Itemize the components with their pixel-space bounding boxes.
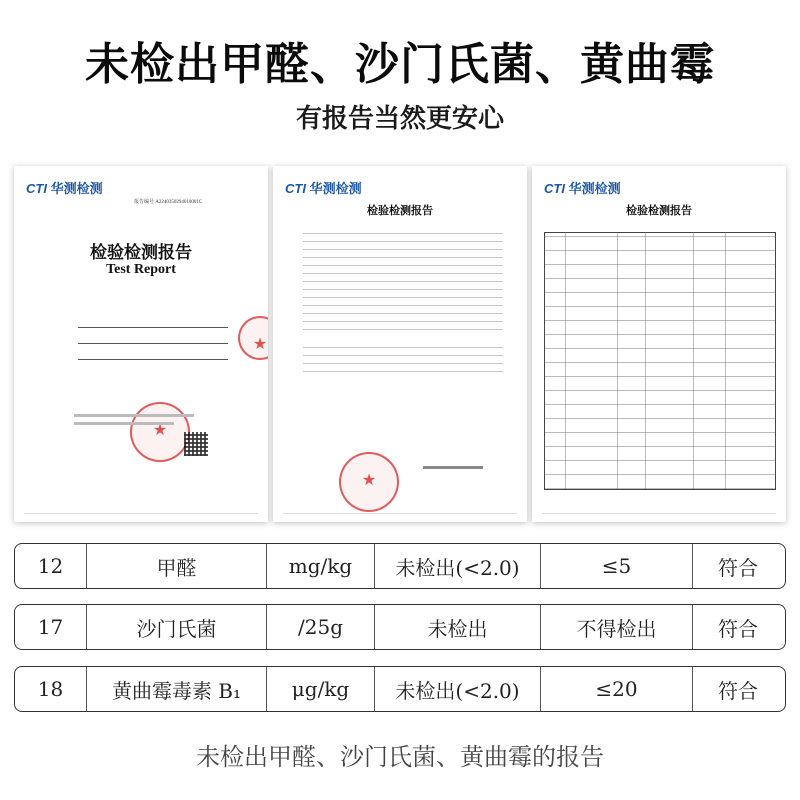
result-unit: mg/kg bbox=[267, 544, 375, 588]
cover-field-type bbox=[50, 354, 228, 360]
result-verdict: 符合 bbox=[718, 616, 758, 641]
qr-code-icon bbox=[184, 432, 208, 456]
page-title: 检验检测报告 bbox=[626, 204, 692, 217]
results-table-thumbnail bbox=[544, 232, 776, 490]
report-info-text bbox=[303, 230, 503, 330]
page-title: 检验检测报告 bbox=[367, 204, 433, 217]
subheadline: 有报告当然更安心 bbox=[295, 104, 504, 134]
result-item: 沙门氏菌 bbox=[87, 605, 267, 649]
caption: 未检出甲醛、沙门氏菌、黄曲霉的报告 bbox=[196, 743, 604, 771]
result-unit: μg/kg bbox=[267, 667, 375, 711]
signature bbox=[423, 466, 483, 469]
cover-field-sample bbox=[50, 322, 228, 328]
result-value: 未检出(<2.0) bbox=[375, 667, 541, 711]
report-info-page bbox=[273, 166, 527, 522]
result-verdict: 符合 bbox=[718, 678, 758, 703]
result-limit: ≤5 bbox=[541, 544, 693, 588]
official-seal-icon bbox=[339, 452, 399, 512]
report-cover-page bbox=[14, 166, 268, 522]
result-item: 甲醛 bbox=[87, 544, 267, 588]
result-value: 未检出 bbox=[375, 605, 541, 649]
cover-title-cn: 检验检测报告 bbox=[90, 243, 192, 263]
page-footer bbox=[542, 513, 776, 514]
official-seal-icon bbox=[130, 402, 190, 462]
result-row-aflatoxin bbox=[14, 666, 786, 712]
result-row-formaldehyde bbox=[14, 543, 786, 589]
page-footer bbox=[283, 513, 517, 514]
result-row-salmonella bbox=[14, 604, 786, 650]
result-limit: 不得检出 bbox=[541, 605, 693, 649]
page-footer bbox=[24, 513, 258, 514]
cover-field-client bbox=[50, 338, 228, 344]
result-verdict: 符合 bbox=[718, 555, 758, 580]
result-no: 18 bbox=[15, 667, 87, 711]
cti-logo: CTI 华测检测 bbox=[544, 181, 621, 196]
cti-logo: CTI 华测检测 bbox=[26, 181, 103, 196]
result-no: 12 bbox=[15, 544, 87, 588]
result-unit: /25g bbox=[267, 605, 375, 649]
side-seal-icon bbox=[238, 316, 268, 360]
cti-logo: CTI 华测检测 bbox=[285, 181, 362, 196]
result-no: 17 bbox=[15, 605, 87, 649]
report-results-page bbox=[532, 166, 786, 522]
cover-title-en: Test Report bbox=[106, 262, 176, 277]
report-number: 报告编号 A2240350294010001C bbox=[134, 200, 203, 205]
result-value: 未检出(<2.0) bbox=[375, 544, 541, 588]
result-limit: ≤20 bbox=[541, 667, 693, 711]
result-item: 黄曲霉毒素 B₁ bbox=[87, 667, 267, 711]
headline: 未检出甲醛、沙门氏菌、黄曲霉 bbox=[85, 39, 715, 90]
